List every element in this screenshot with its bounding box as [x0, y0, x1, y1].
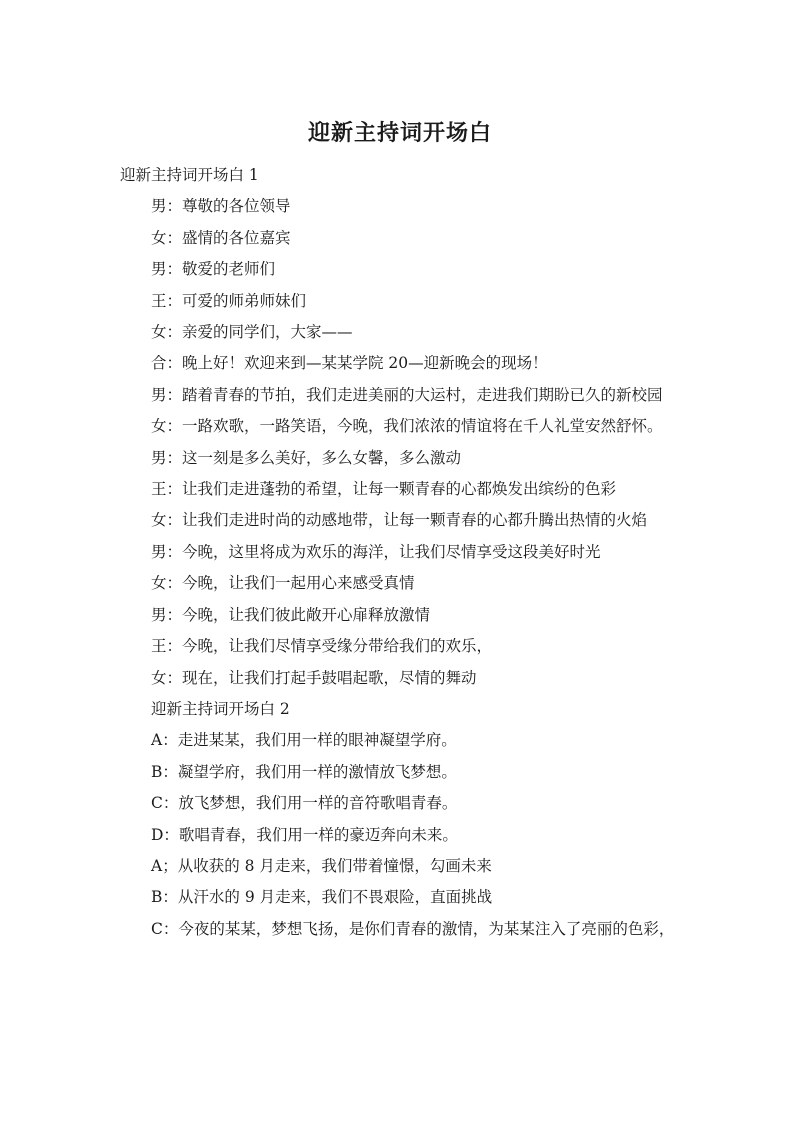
paragraph: 王：今晚，让我们尽情享受缘分带给我们的欢乐，: [151, 637, 493, 656]
paragraph: 男：敬爱的老师们: [151, 260, 276, 279]
paragraph: B：从汗水的 9 月走来，我们不畏艰险，直面挑战: [151, 888, 493, 907]
paragraph: D：歌唱青春，我们用一样的豪迈奔向未来。: [151, 825, 458, 844]
paragraph: 女：亲爱的同学们，大家——: [151, 323, 353, 342]
document-body: [120, 160, 680, 945]
paragraph: 女：盛情的各位嘉宾: [151, 228, 291, 247]
paragraph: 男：今晚，让我们彼此敞开心扉释放激情: [151, 605, 431, 624]
paragraph: 男：这一刻是多么美好，多么女馨，多么激动: [151, 448, 462, 467]
paragraph: 女：一路欢歌，一路笑语，今晚，我们浓浓的情谊将在千人礼堂安然舒怀。: [151, 417, 663, 436]
paragraph: 女：今晚，让我们一起用心来感受真情: [151, 574, 415, 593]
paragraph: 男：尊敬的各位领导: [151, 197, 291, 216]
paragraph: B：凝望学府，我们用一样的激情放飞梦想。: [151, 762, 457, 781]
paragraph: 女：现在，让我们打起手鼓唱起歌，尽情的舞动: [151, 668, 477, 687]
paragraph: 男：今晚，这里将成为欢乐的海洋，让我们尽情享受这段美好时光: [151, 542, 601, 561]
section-heading-1: 迎新主持词开场白 1: [120, 166, 259, 184]
paragraph: C：放飞梦想，我们用一样的音符歌唱青春。: [151, 794, 458, 813]
paragraph: 王：让我们走进蓬勃的希望，让每一颗青春的心都焕发出缤纷的色彩: [151, 480, 617, 499]
section-heading-2: 迎新主持词开场白 2: [151, 699, 290, 718]
paragraph: 男：踏着青春的节拍，我们走进美丽的大运村，走进我们期盼已久的新校园: [151, 385, 663, 404]
paragraph: A：走进某某，我们用一样的眼神凝望学府。: [151, 731, 457, 750]
paragraph: 合：晚上好！欢迎来到—某某学院 20—迎新晚会的现场！: [151, 354, 548, 373]
paragraph: A；从收获的 8 月走来，我们带着憧憬，勾画未来: [151, 856, 492, 875]
paragraph: C：今夜的某某，梦想飞扬，是你们青春的激情，为某某注入了亮丽的色彩，: [151, 919, 675, 938]
paragraph: 王：可爱的师弟师妹们: [151, 291, 307, 310]
paragraph: 女：让我们走进时尚的动感地带，让每一颗青春的心都升腾出热情的火焰: [151, 511, 648, 530]
document-title: 迎新主持词开场白: [307, 121, 492, 146]
